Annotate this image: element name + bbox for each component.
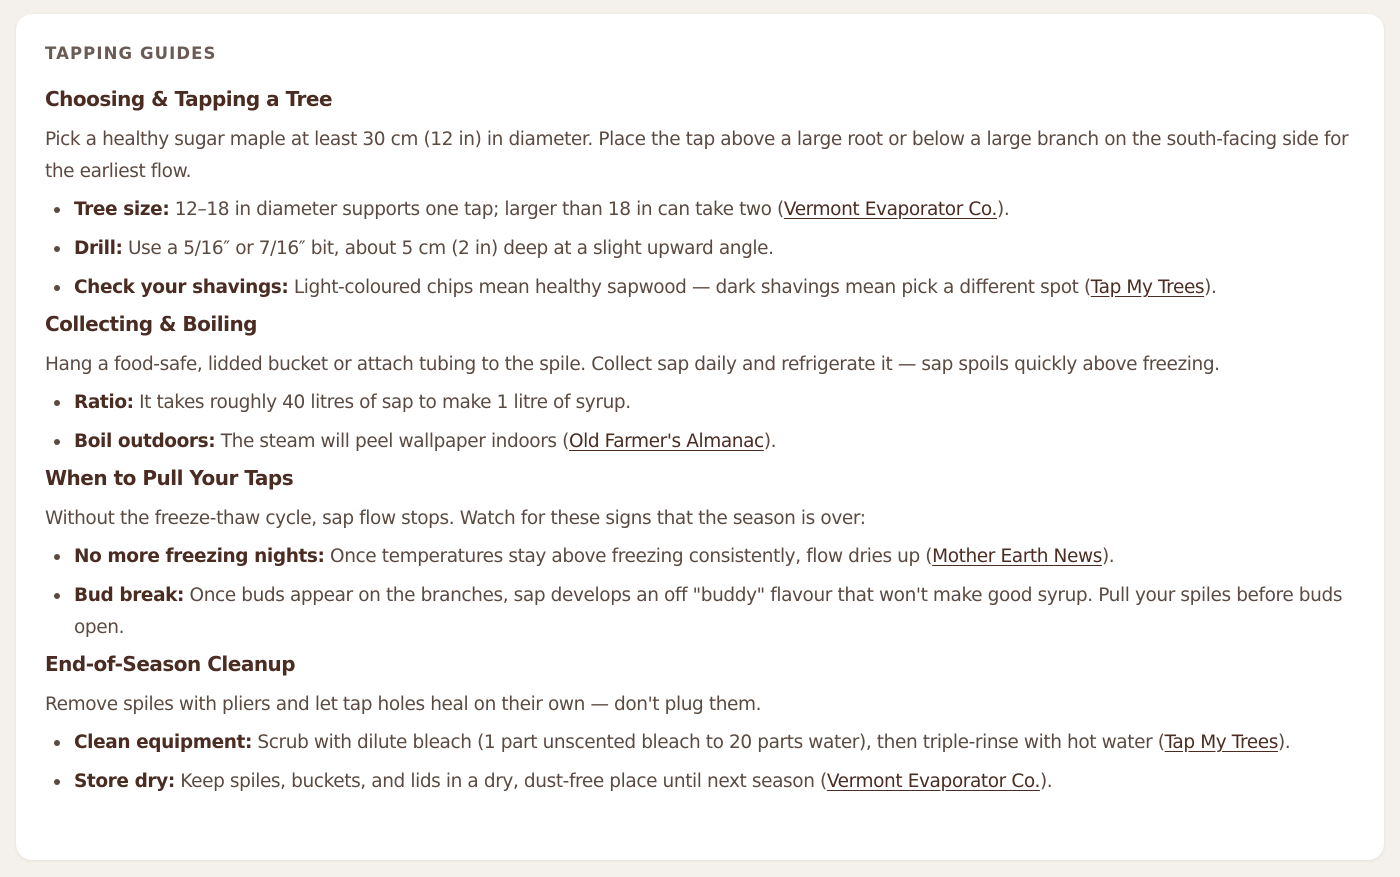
section-title: End-of-Season Cleanup xyxy=(45,652,296,676)
section-intro: Hang a food-safe, lidded bucket or attach tubing to the spile. Collect sap daily and refrigerate it — sap spoils quickly above freezing. xyxy=(45,354,1220,375)
item-term: Store dry: xyxy=(74,771,175,792)
item-text-after: ). xyxy=(763,431,777,452)
list-item xyxy=(74,766,1356,798)
item-text-after: ). xyxy=(1277,732,1291,753)
item-text: Once temperatures stay above freezing consistently, flow dries up ( xyxy=(324,546,933,567)
section-list xyxy=(45,541,1356,644)
item-text: Keep spiles, buckets, and lids in a dry, dust-free place until next season ( xyxy=(174,771,827,792)
list-item xyxy=(74,426,1356,458)
section-title: Collecting & Boiling xyxy=(45,312,257,336)
source-link[interactable]: Mother Earth News xyxy=(932,546,1102,567)
section-title: When to Pull Your Taps xyxy=(45,466,294,490)
item-term: Check your shavings: xyxy=(74,277,289,298)
section-intro: Without the freeze-thaw cycle, sap flow stops. Watch for these signs that the season is over: xyxy=(45,508,866,529)
item-text-after: ). xyxy=(1101,546,1115,567)
item-term: Drill: xyxy=(74,238,123,259)
item-term: Clean equipment: xyxy=(74,732,252,753)
section-list xyxy=(45,194,1356,304)
card-eyebrow: TAPPING GUIDES xyxy=(45,44,217,63)
list-item xyxy=(74,727,1356,759)
item-text-after: ). xyxy=(997,199,1010,220)
section-intro: Pick a healthy sugar maple at least 30 cm (12 in) in diameter. Place the tap above a large root or below a large branch on the south-facing side for the earliest flow. xyxy=(45,129,1349,182)
item-term: No more freezing nights: xyxy=(74,546,325,567)
item-text-after: ). xyxy=(1204,277,1217,298)
item-text: Scrub with dilute bleach (1 part unscented bleach to 20 parts water), then triple-rinse with hot water ( xyxy=(251,732,1165,753)
item-text: The steam will peel wallpaper indoors ( xyxy=(215,431,569,452)
item-text-after: ). xyxy=(1039,771,1053,792)
item-text: It takes roughly 40 litres of sap to make 1 litre of syrup. xyxy=(133,392,631,413)
item-term: Boil outdoors: xyxy=(74,431,216,452)
source-link[interactable]: Vermont Evaporator Co. xyxy=(783,199,997,220)
item-text: Once buds appear on the branches, sap develops an off "buddy" flavour that won't make good syrup. Pull your spiles before buds open. xyxy=(74,585,1343,638)
list-item xyxy=(74,387,1356,419)
tapping-guides-card xyxy=(16,14,1384,860)
item-text: 12–18 in diameter supports one tap; larger than 18 in can take two ( xyxy=(169,199,784,220)
item-text: Light-coloured chips mean healthy sapwood — dark shavings mean pick a different spot ( xyxy=(288,277,1091,298)
source-link[interactable]: Tap My Trees xyxy=(1090,277,1205,298)
item-text: Use a 5/16″ or 7/16″ bit, about 5 cm (2 in) deep at a slight upward angle. xyxy=(122,238,774,259)
list-item xyxy=(74,272,1356,304)
section-list xyxy=(45,387,1356,458)
guide-sections xyxy=(45,86,1356,798)
list-item xyxy=(74,233,1356,265)
section-intro: Remove spiles with pliers and let tap holes heal on their own — don't plug them. xyxy=(45,694,762,715)
list-item xyxy=(74,194,1356,226)
item-term: Tree size: xyxy=(74,199,170,220)
source-link[interactable]: Tap My Trees xyxy=(1164,732,1278,753)
section-list xyxy=(45,727,1356,798)
list-item xyxy=(74,541,1356,573)
item-term: Ratio: xyxy=(74,392,134,413)
source-link[interactable]: Old Farmer's Almanac xyxy=(568,431,764,452)
section-title: Choosing & Tapping a Tree xyxy=(45,87,333,111)
item-term: Bud break: xyxy=(74,585,185,606)
source-link[interactable]: Vermont Evaporator Co. xyxy=(826,771,1040,792)
list-item xyxy=(74,580,1356,644)
